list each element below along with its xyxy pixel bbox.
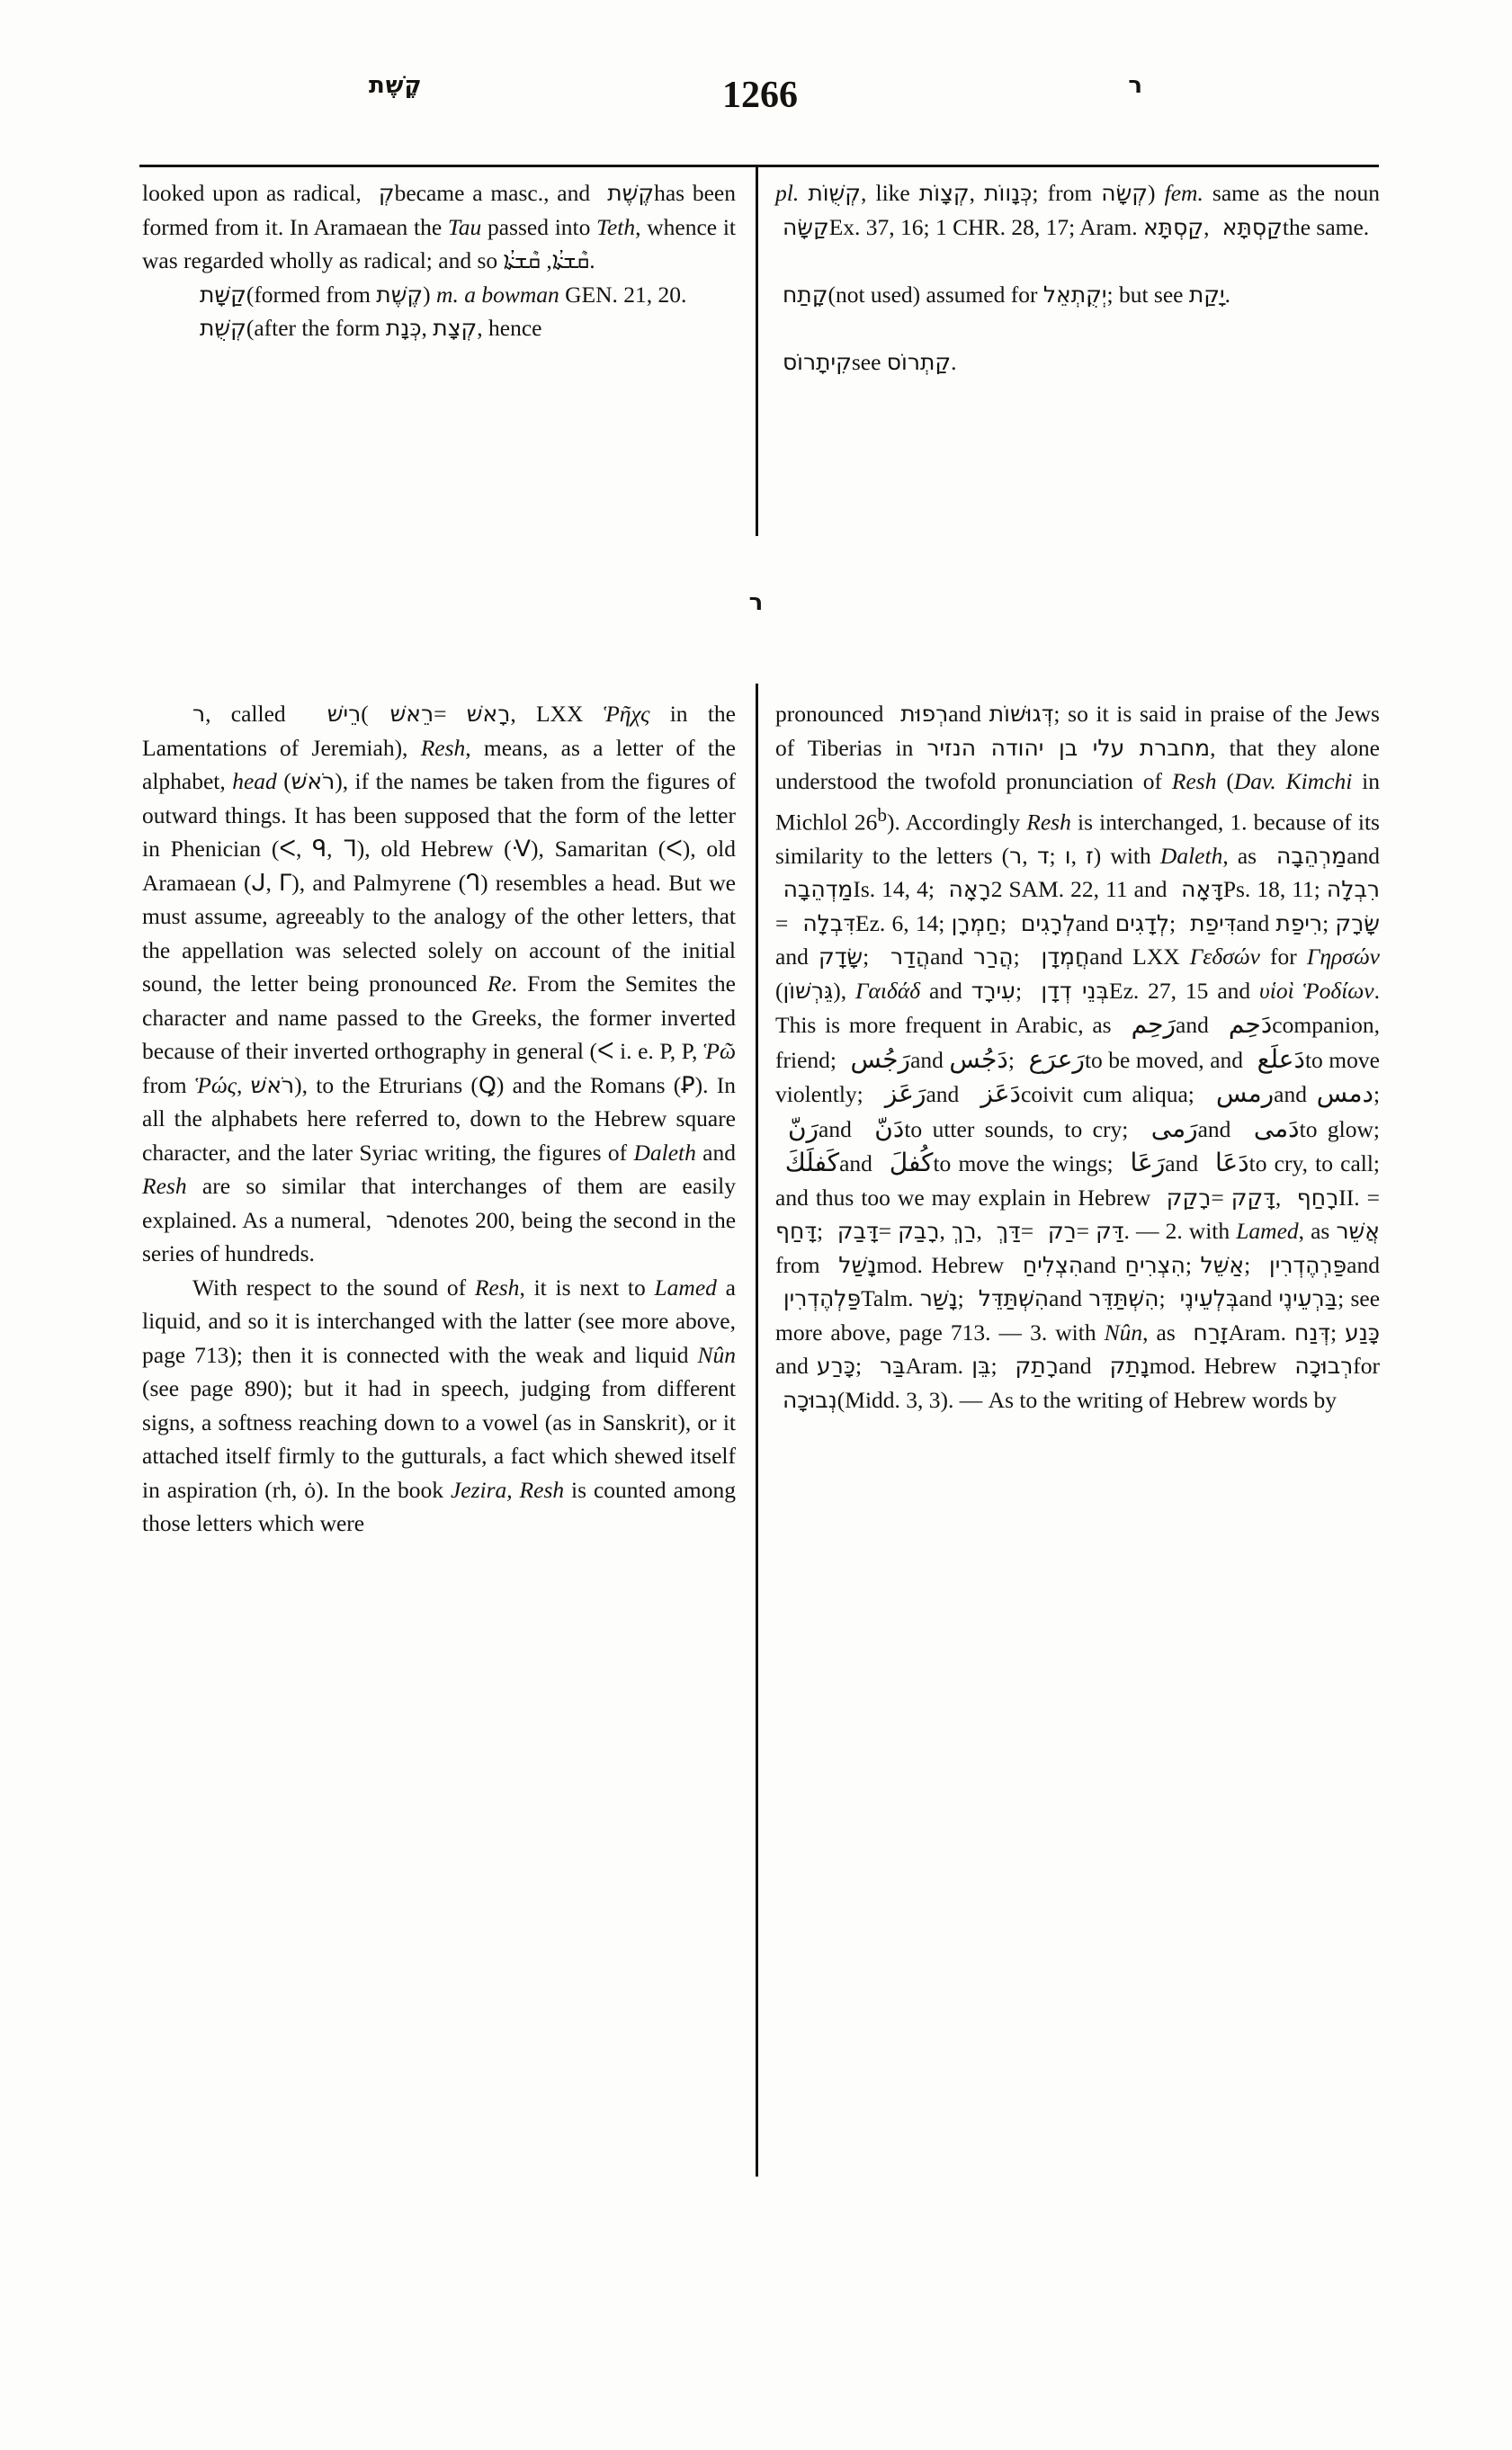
column-divider-upper [756, 167, 758, 536]
entry-paragraph: קִיתָרוֹס see קַתְרוֹס. [775, 348, 957, 375]
entry-paragraph: pronounced רְפוּת and דְּגוּשׁוֹת; so it is said in praise of the Jews of Tiberias in מחברת עלי בן יהודה הנזיר, that they alone understood the twofold pronunciation of Resh (Dav. Kimchi in Michlol 26$^b$). Accordingly Resh is interchanged, 1. because of its similarity to the letters (ר, ד; ו, ז) with Daleth, as מַרְהֵבָה and מַדְהֵבָה Is. 14, 4; רָאָה 2 SAM. 22, 11 and דָּאָה Ps. 18, 11; רִבְלָה = דִּבְלָה Ez. 6, 14; חַמְרָן; לְרָגִים and לְדָגִים; דִּיפַת and רִיפַת; שָׂרָק and שָׂדָק; הֲדַר and הֲרַר; חֲמְדָן and LXX Γεδσών for Γηρσών (גֵּרְשׁוֹן), Γαιδάδ and עִירָד; בְּנֵי דְדָן Ez. 27, 15 and υἱοὶ Ῥοδίων. This is more frequent in Arabic, as رَحِم and دَحِم companion, friend; رَجُس and دَجُس; رَعرَع to be moved, and دَعلَع to move violently; رَعَز and دَعَز coivit cum aliqua; رمس and دمس; رَنّ and دَنّ to utter sounds, to cry; رَمى and دَمى to glow; كَفلَكَ and كُفلَ to move the wings; رَعَا and دَعَا to cry, to call; and thus too we may explain in Hebrew רָקַק = דָּקַק, רָחַף II. = דָּחַף; דָּבַק = רָבַק, רַךְ, דַּךְ = רַק = דַּק. — 2. with Lamed, as אֲשֵׁר from נָשַׁל mod. Hebrew הִצְלִיחַ and הִצְרִיחַ; אַשֵּׁל; פַּרְהֶדְרִין and פַּלְהֶדְרִין Talm. נָשַׁר; הִשְׁתַּדֵּל and הִשְׁתַּדֵּר; בְּלְעֵינֶי and בַּרְעֵינֶי; see more above, page 713. — 3. with Nûn, as זָרַח Aram. דְּנַח; כָּנַע and כָּרַע; בַּר Aram. בֵּן; רָתַק and נָתַק mod. Hebrew רְבוּכָה for נְבוּכָה (Midd. 3, 3). — As to the writing of Hebrew words by [775, 701, 1381, 1413]
entry-paragraph: With respect to the sound of Resh, it is next to Lamed a liquid, and so it is interchanged with the latter (see more above, page 713); then it is connected with the weak and liquid Nûn (see page 890); but it had in speech, judging from different signs, a softness reaching down to a vowel (as in Sanskrit), or it attached itself firmly to the gutturals, a fact which shewed itself in aspiration (rh, ȯ). In the book Jezira, Resh is counted among those letters which were [142, 1274, 737, 1536]
column-upper-right [775, 176, 1380, 379]
section-letter-heading: ר [748, 589, 764, 616]
entry-paragraph: pl. קְשֻׁוֹת, like קְצָוֹת, כְּנָווֹת; from קְשָׂה) fem. same as the noun קַשָּׂה Ex. 37, 16; 1 CHR. 28, 17; Aram. קַסְתָּא, קַסְתָּא the same. [775, 180, 1381, 240]
column-divider-lower [756, 684, 758, 2177]
entry-paragraph: ר, called רֵישׁ (רֵאשׁ = רָאשׁ, LXX Ῥῆχς in the Lamentations of Jeremiah), Resh, means, as a letter of the alphabet, head (רֹאשׁ), if the names be taken from the figures of outward things. It has been supposed that the form of the letter in Phenician (ᐸ, ᑫ, ᒣ), old Hebrew (ᐺ), Samaritan (ᐸ), old Aramaean (ᒍ, ᒥ), and Palmyrene (ᒉ) resembles a head. But we must assume, agreeably to the analogy of the other letters, that the appellation was selected solely on account of the initial sound, the letter being pronounced Re. From the Semites the character and name passed to the Greeks, the former inverted because of their inverted orthography in general (ᐸ i. e. Ρ, Ρ, Ῥῶ from Ῥώς, רֹאשׁ), to the Etrurians (Ꝗ) and the Romans (Ꝑ). In all the alphabets here referred to, down to the Hebrew square character, and the later Syriac writing, the figures of Daleth and Resh are so similar that interchanges of them are easily explained. As a numeral, ר denotes 200, being the second in the series of hundreds. [142, 701, 737, 1266]
column-lower-left [142, 697, 736, 1541]
entry-paragraph: looked upon as radical, קְ became a masc., and קֶשֶׁת has been formed from it. In Aramaean the Tau passed into Teth, whence it was regarded wholly as radical; and so ܩܶܫܬ݁ܳܐ, ܩܶܫܬ݁ܳܐ. [142, 180, 737, 273]
entry-paragraph: קְשֻׁת (after the form כְּנָת, קְצָת, hence [192, 315, 542, 341]
column-lower-right [775, 697, 1380, 1417]
page-number: 1266 [722, 75, 798, 116]
entry-paragraph: קָתַח (not used) assumed for יְקֻתְאֵל; but see יָקַת. [775, 281, 1231, 308]
column-upper-left [142, 176, 736, 345]
header-rule [139, 165, 1379, 167]
entry-paragraph: קַשָּׁת (formed from קֶשֶׁת) m. a bowman GEN. 21, 20. [192, 281, 687, 308]
page-header [135, 72, 1385, 135]
header-hebrew-left: קֶשֶׁת [369, 72, 423, 99]
header-hebrew-right: ר [1128, 72, 1142, 99]
